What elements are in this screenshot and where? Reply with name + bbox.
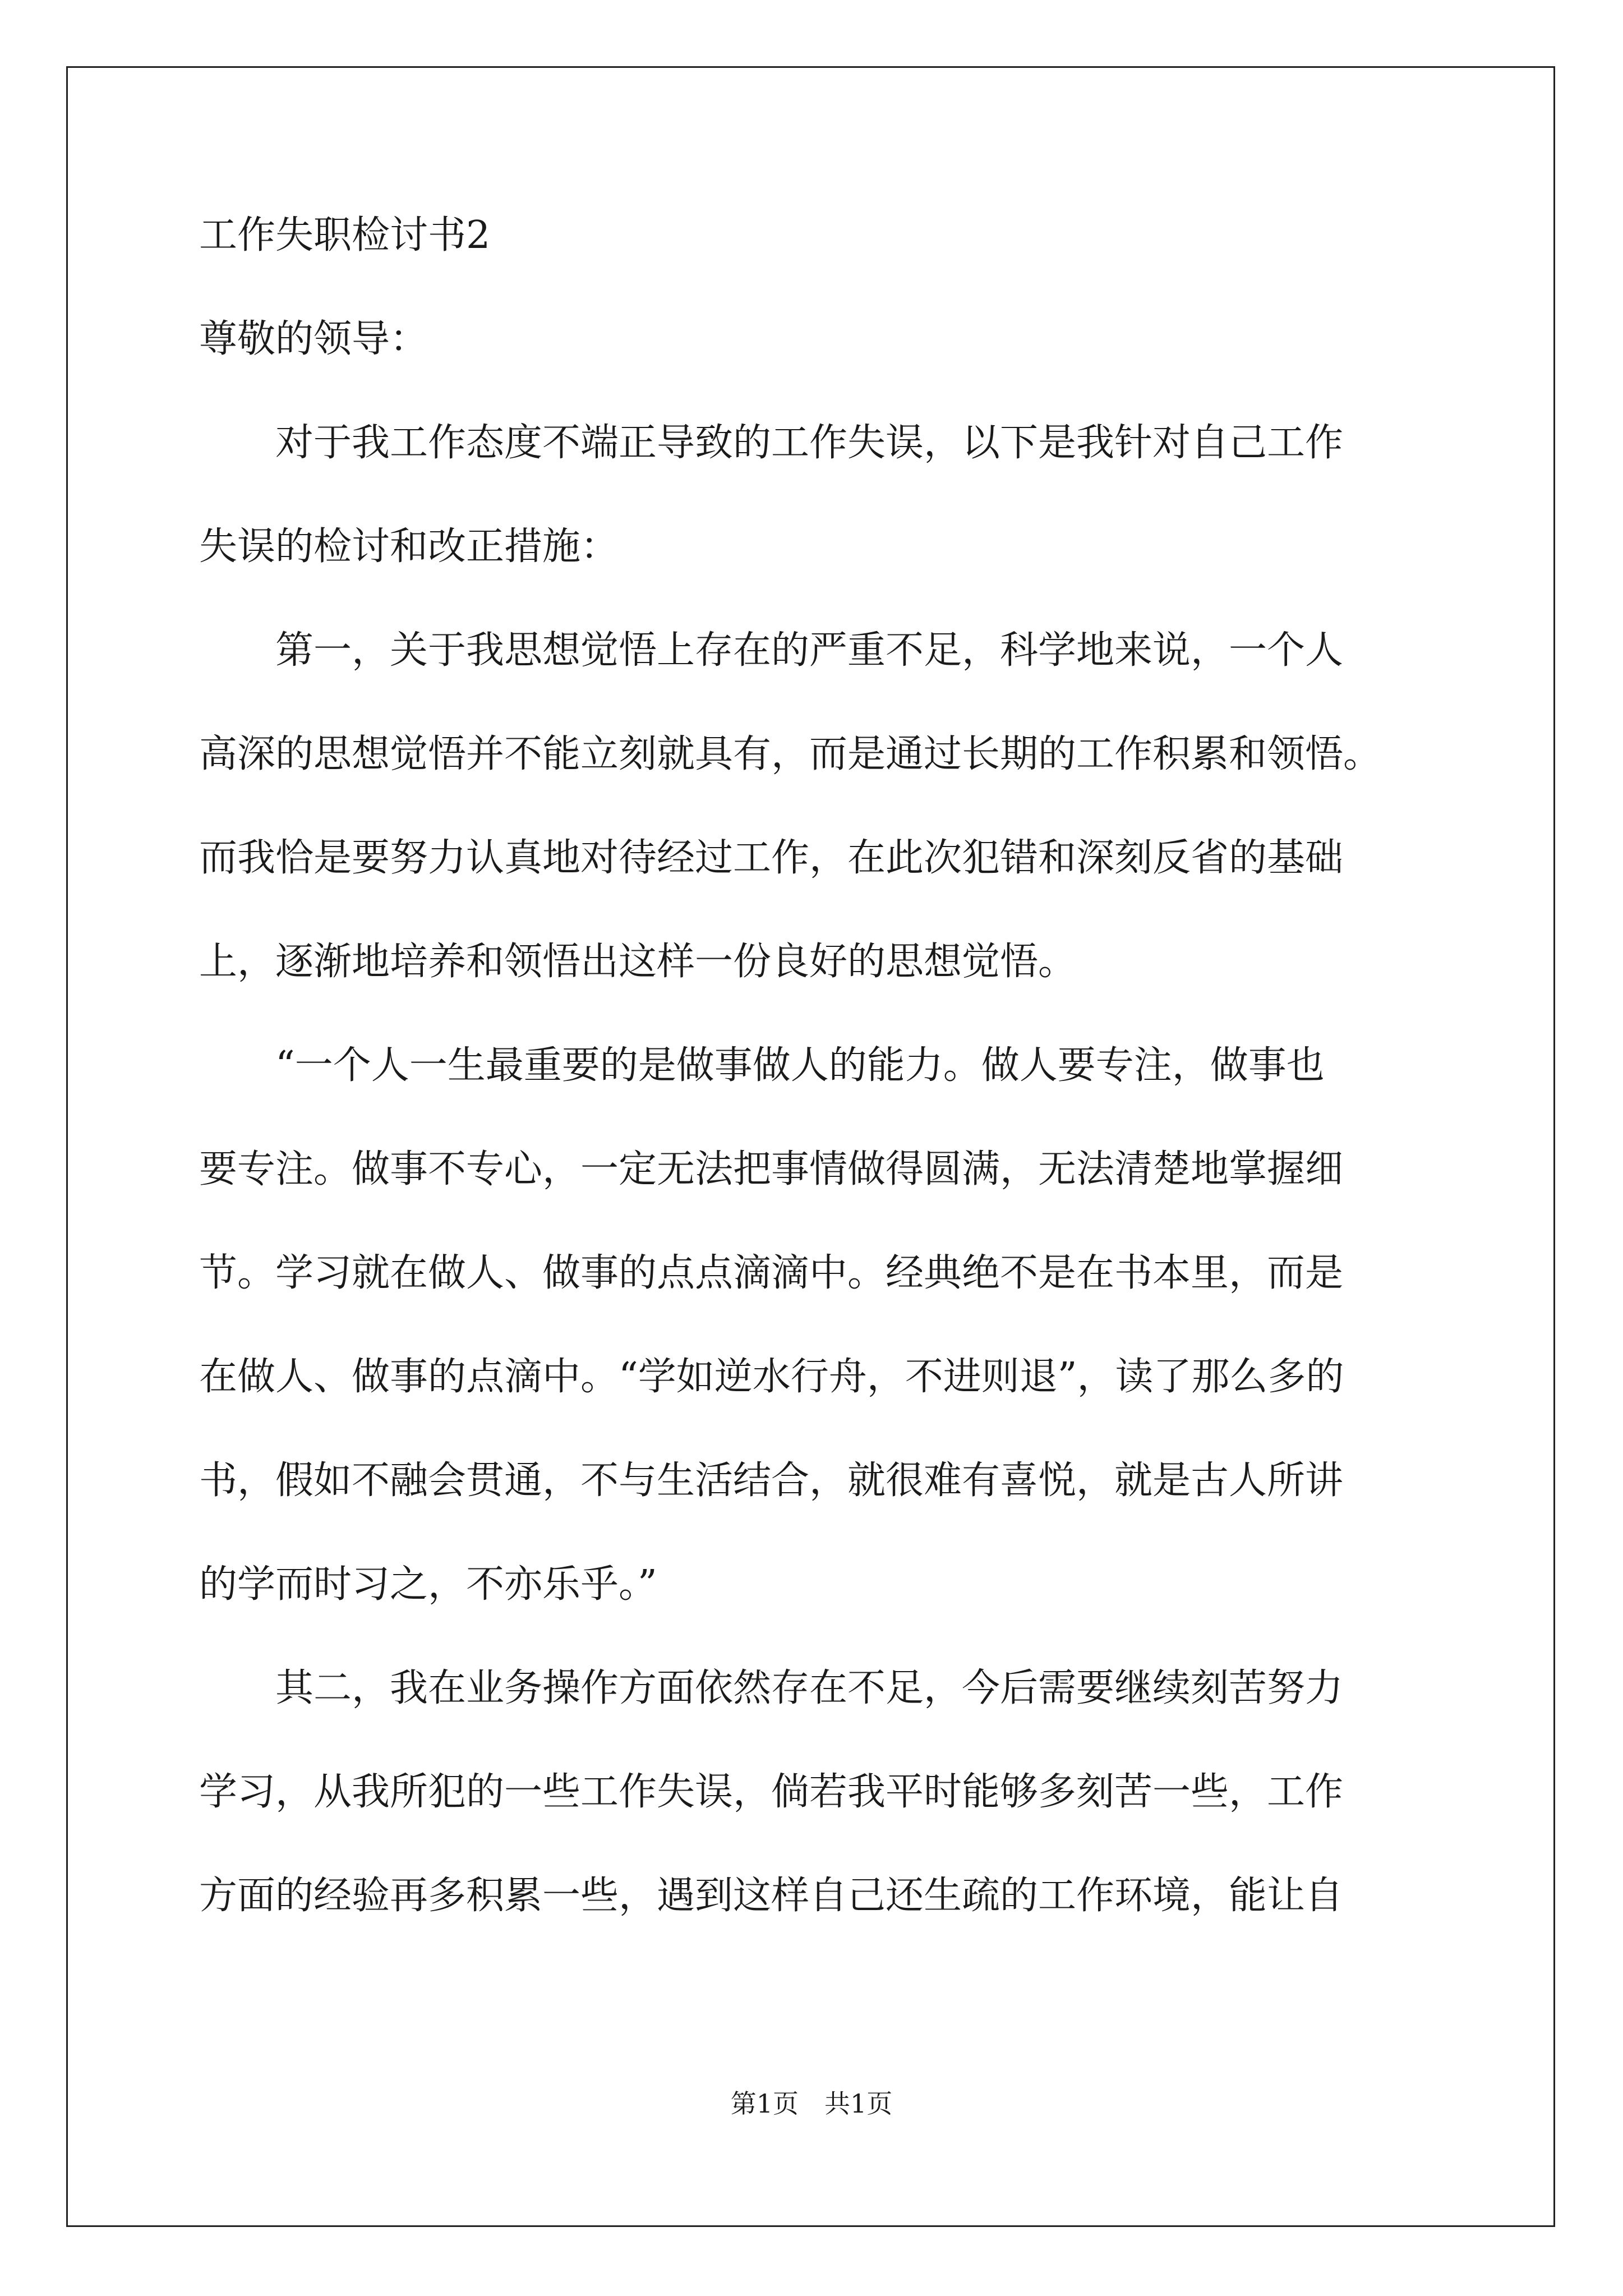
salutation: 尊敬的领导： — [199, 317, 428, 361]
paragraph-line: 书，假如不融会贯通，不与生活结合，就很难有喜悦，就是古人所讲 — [199, 1458, 1344, 1503]
paragraph-line: 学习，从我所犯的一些工作失误，倘若我平时能够多刻苦一些，工作 — [199, 1770, 1344, 1814]
paragraph-line: 节。学习就在做人、做事的点点滴滴中。经典绝不是在书本里，而是 — [199, 1251, 1344, 1295]
paragraph-line: 在做人、做事的点滴中。“学如逆水行舟，不进则退”，读了那么多的 — [199, 1355, 1344, 1399]
paragraph-line: 第一，关于我思想觉悟上存在的严重不足，科学地来说，一个人 — [199, 628, 1344, 673]
paragraph-line: “一个人一生最重要的是做事做人的能力。做人要专注，做事也 — [199, 1043, 1325, 1088]
paragraph-line: 高深的思想觉悟并不能立刻就具有，而是通过长期的工作积累和领悟。 — [199, 732, 1382, 776]
paragraph-line: 要专注。做事不专心，一定无法把事情做得圆满，无法清楚地掌握细 — [199, 1147, 1344, 1191]
paragraph-line: 对于我工作态度不端正导致的工作失误，以下是我针对自己工作 — [199, 421, 1344, 465]
document-title: 工作失职检讨书2 — [199, 213, 491, 257]
page-number-footer: 第1页 共1页 — [730, 2088, 893, 2119]
paragraph-line: 方面的经验再多积累一些，遇到这样自己还生疏的工作环境，能让自 — [199, 1874, 1344, 1918]
paragraph-line: 其二，我在业务操作方面依然存在不足，今后需要继续刻苦努力 — [199, 1666, 1344, 1710]
paragraph-line: 失误的检讨和改正措施： — [199, 524, 619, 569]
paragraph-line: 的学而时习之，不亦乐乎。” — [199, 1562, 657, 1607]
paragraph-line: 而我恰是要努力认真地对待经过工作，在此次犯错和深刻反省的基础 — [199, 836, 1344, 880]
paragraph-line: 上，逐渐地培养和领悟出这样一份良好的思想觉悟。 — [199, 940, 1077, 984]
